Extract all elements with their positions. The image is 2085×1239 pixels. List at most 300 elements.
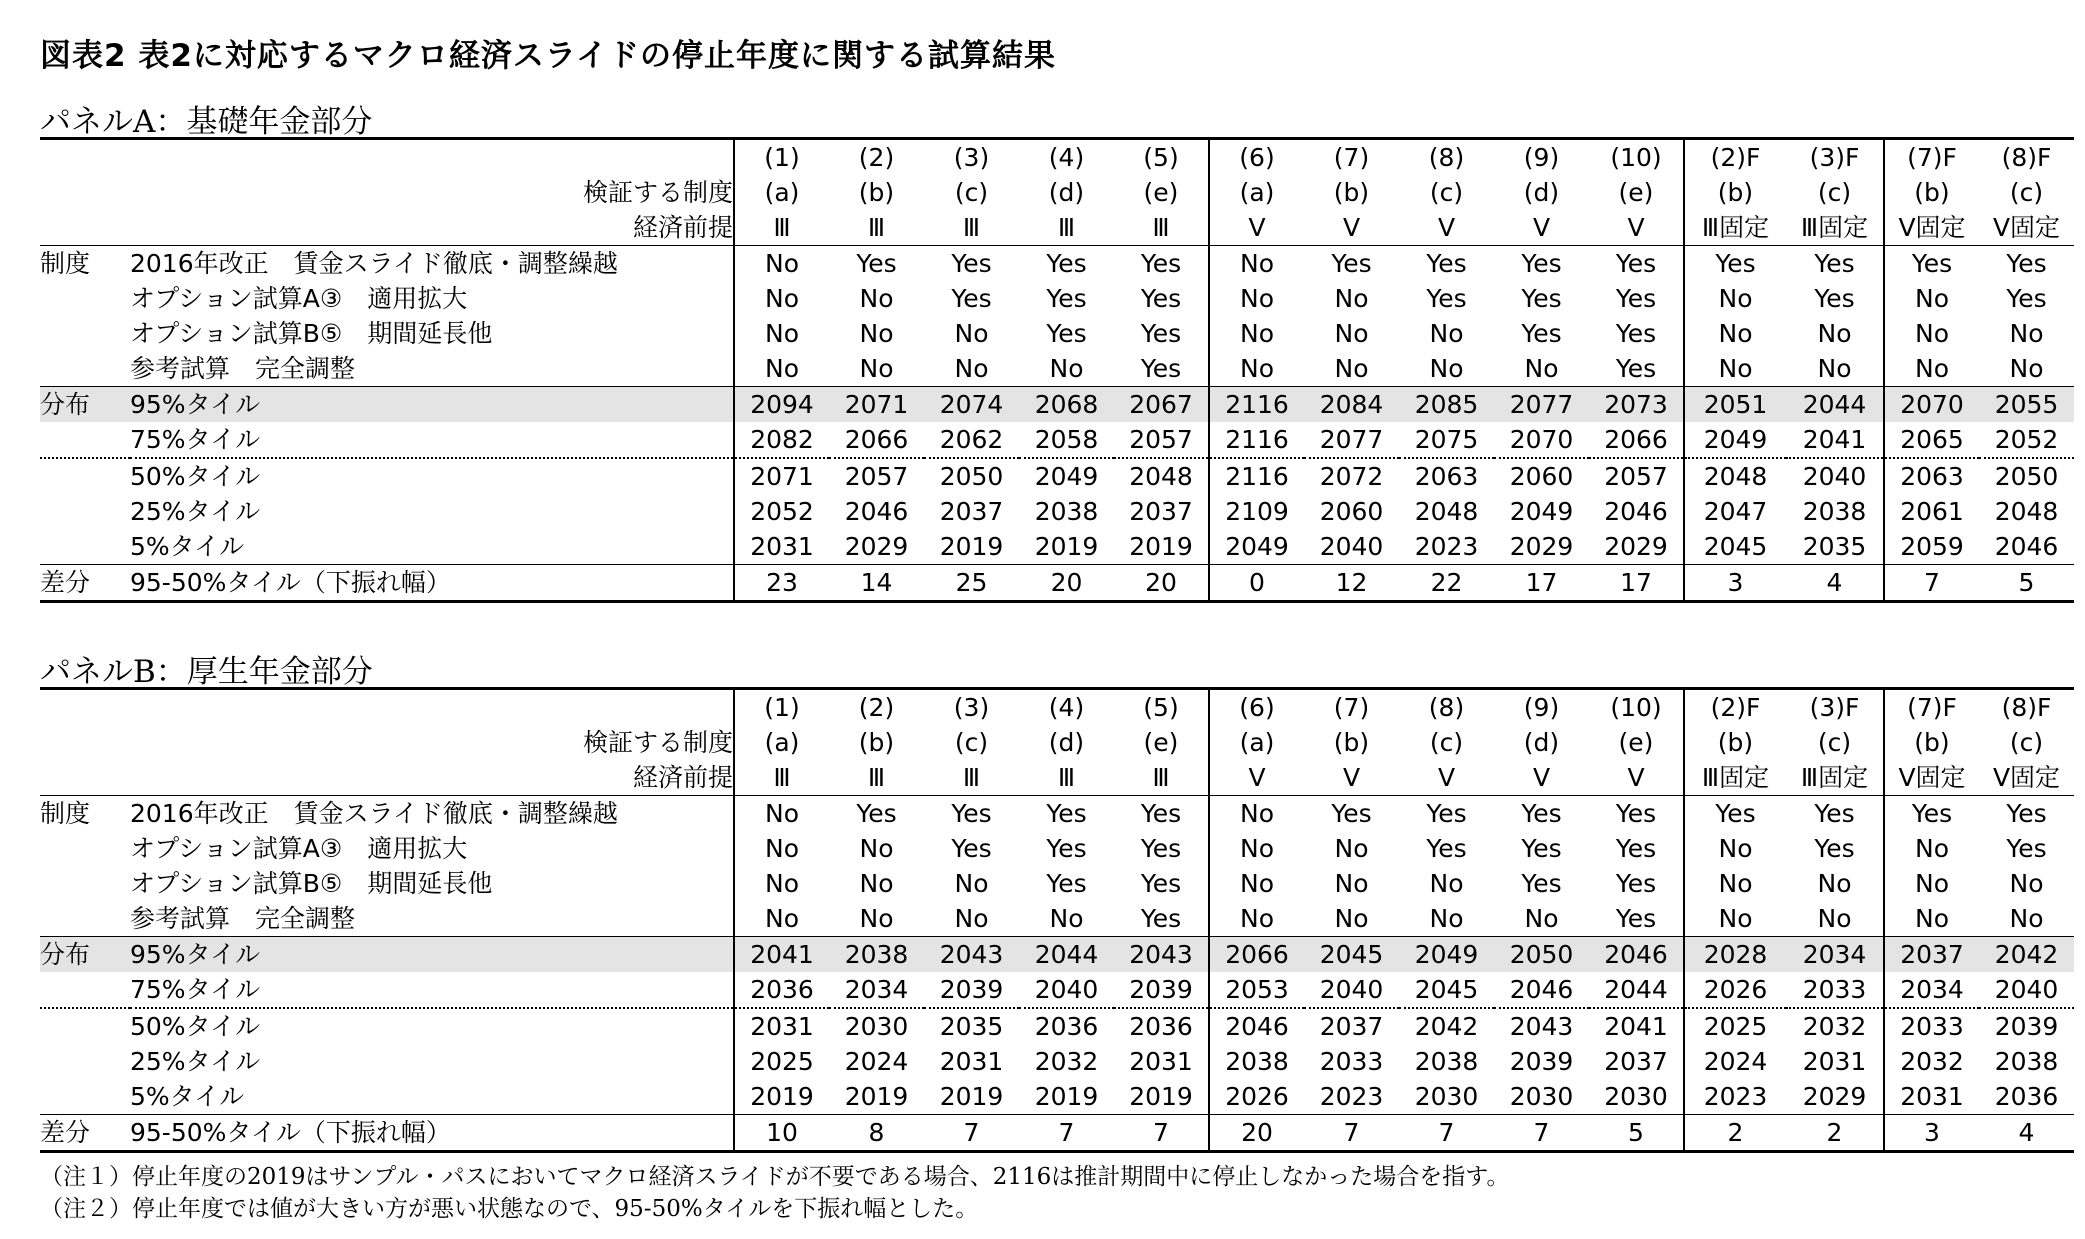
table-row	[40, 210, 2074, 246]
value-cell: Yes	[924, 246, 1019, 282]
column-number: (8)	[1399, 689, 1494, 726]
table-row	[40, 387, 2074, 423]
table-row	[40, 901, 2074, 937]
value-cell: No	[2009, 869, 2044, 898]
value-cell: 2041	[734, 937, 829, 973]
column-number: (3)	[924, 689, 1019, 726]
value-cell: 2037	[1884, 937, 1979, 973]
value-cell: 2037	[1304, 1008, 1399, 1044]
value-cell: 17	[1589, 565, 1684, 602]
value-cell: Yes	[1589, 246, 1684, 282]
value-cell: Yes	[1399, 796, 1494, 832]
column-number: (7)	[1304, 689, 1399, 726]
category-distribution	[40, 1079, 130, 1115]
column-number: (2)	[829, 139, 924, 176]
value-cell: Yes	[1426, 284, 1467, 313]
value-cell: Yes	[1140, 834, 1182, 863]
value-cell: Yes	[1140, 284, 1182, 313]
value-cell: 2038	[1802, 497, 1867, 526]
column-sub: (a)	[1209, 175, 1304, 210]
column-number: (1)	[734, 139, 829, 176]
value-cell: 2058	[1034, 425, 1099, 454]
value-cell: No	[734, 316, 829, 351]
value-cell: Yes	[2006, 834, 2047, 863]
column-sub: (b)	[1884, 725, 1979, 760]
value-cell: No	[859, 284, 894, 313]
column-number: (4)	[1019, 689, 1114, 726]
value-cell: No	[1684, 316, 1786, 351]
row-label: オプション試算B⑤ 期間延長他	[130, 319, 493, 348]
value-cell: 2038	[829, 937, 924, 973]
column-premise: Ⅴ	[1437, 763, 1456, 792]
category-distribution	[40, 1044, 130, 1079]
value-cell: No	[1209, 351, 1304, 387]
panel-a-title: パネルA：基礎年金部分	[40, 104, 373, 140]
value-cell: Yes	[1140, 354, 1182, 383]
value-cell: 3	[1684, 565, 1786, 602]
value-cell: 2051	[1684, 387, 1786, 423]
value-cell: 7	[1019, 1115, 1114, 1152]
value-cell: 2035	[924, 1008, 1019, 1044]
value-cell: Yes	[1979, 796, 2074, 832]
value-cell: 2075	[1414, 425, 1479, 454]
value-cell: 2039	[939, 975, 1004, 1004]
value-cell: No	[1209, 246, 1304, 282]
column-premise: Ⅲ	[867, 213, 886, 242]
value-cell: 2116	[1209, 422, 1304, 458]
value-cell: 2043	[924, 937, 1019, 973]
value-cell: Yes	[1046, 869, 1087, 898]
value-cell: No	[2009, 354, 2044, 383]
row-label: 75%タイル	[130, 975, 261, 1004]
value-cell: 2028	[1684, 937, 1786, 973]
value-cell: No	[1049, 354, 1084, 383]
value-cell: 2040	[1034, 975, 1099, 1004]
row-label: オプション試算B⑤ 期間延長他	[130, 869, 493, 898]
value-cell: Yes	[1615, 319, 1657, 348]
value-cell: 2050	[1494, 937, 1589, 973]
column-sub: (c)	[1817, 178, 1852, 207]
value-cell: No	[1334, 284, 1369, 313]
table-row	[40, 937, 2074, 973]
category-system: 制度	[40, 796, 130, 832]
note-2: （注２）停止年度では値が大きい方が悪い状態なので、95-50%タイルを下振れ幅とした。	[40, 1196, 979, 1222]
row-label: オプション試算A③ 適用拡大	[130, 284, 468, 313]
value-cell: 25	[924, 565, 1019, 602]
value-cell: 2033	[1884, 1008, 1979, 1044]
value-cell: 2034	[1884, 972, 1979, 1008]
value-cell: 14	[829, 565, 924, 602]
value-cell: 2049	[1509, 497, 1574, 526]
value-cell: 2040	[1994, 975, 2059, 1004]
value-cell: 2082	[734, 422, 829, 458]
value-cell: Yes	[951, 284, 992, 313]
table-row	[40, 760, 2074, 796]
value-cell: 2052	[734, 494, 829, 529]
column-premise: Ⅲ固定	[1684, 210, 1786, 246]
column-premise: Ⅲ	[962, 213, 981, 242]
column-sub: (b)	[1333, 728, 1370, 757]
value-cell: 2045	[1414, 975, 1479, 1004]
value-cell: Yes	[924, 796, 1019, 832]
value-cell: Yes	[1114, 246, 1209, 282]
category-system	[40, 901, 130, 937]
value-cell: No	[1884, 316, 1979, 351]
column-sub: (e)	[1143, 728, 1179, 757]
value-cell: Yes	[951, 834, 992, 863]
table-row	[40, 351, 2074, 387]
value-cell: 2029	[1802, 1082, 1867, 1111]
value-cell: 2052	[1994, 425, 2059, 454]
value-cell: 2029	[1509, 532, 1574, 561]
column-sub: (c)	[2009, 178, 2044, 207]
value-cell: 2039	[1509, 1047, 1574, 1076]
value-cell: 2048	[1684, 458, 1786, 494]
value-cell: 2046	[1994, 532, 2059, 561]
column-premise: Ⅴ固定	[1992, 763, 2061, 792]
table-row	[40, 246, 2074, 282]
category-distribution	[40, 458, 130, 494]
column-sub: (e)	[1618, 728, 1654, 757]
column-premise: Ⅲ	[962, 763, 981, 792]
value-cell: No	[1884, 831, 1979, 866]
table-row	[40, 529, 2074, 565]
value-cell: 22	[1399, 565, 1494, 602]
column-sub: (c)	[1429, 728, 1464, 757]
column-number: (7)	[1304, 139, 1399, 176]
value-cell: 2019	[1034, 532, 1099, 561]
value-cell: 2032	[1884, 1044, 1979, 1079]
page-title: 図表2 表2に対応するマクロ経済スライドの停止年度に関する試算結果	[40, 38, 1056, 74]
value-cell: 2042	[1979, 937, 2074, 973]
value-cell: Yes	[1114, 796, 1209, 832]
value-cell: No	[1524, 354, 1559, 383]
row-label: 2016年改正 賃金スライド徹底・調整繰越	[130, 246, 734, 282]
column-sub: (a)	[734, 175, 829, 210]
value-cell: No	[1684, 351, 1786, 387]
category-system	[40, 316, 130, 351]
value-cell: 2094	[734, 387, 829, 423]
category-distribution: 分布	[40, 387, 130, 423]
column-number: (9)	[1494, 689, 1589, 726]
value-cell: 2030	[1414, 1082, 1479, 1111]
value-cell: No	[859, 904, 894, 933]
value-cell: 10	[734, 1115, 829, 1152]
column-sub: (c)	[954, 728, 989, 757]
value-cell: No	[734, 281, 829, 316]
column-number: (3)	[924, 139, 1019, 176]
value-cell: 2019	[734, 1079, 829, 1115]
value-cell: 2040	[1319, 975, 1384, 1004]
column-premise: Ⅴ	[1532, 763, 1551, 792]
value-cell: 2116	[1209, 458, 1304, 494]
value-cell: No	[1817, 904, 1852, 933]
value-cell: 7	[1494, 1115, 1589, 1152]
value-cell: No	[1524, 904, 1559, 933]
column-premise: Ⅴ	[1627, 213, 1645, 242]
value-cell: 0	[1209, 565, 1304, 602]
column-premise: Ⅴ	[1342, 213, 1361, 242]
value-cell: Yes	[1786, 246, 1884, 282]
value-cell: 2050	[924, 458, 1019, 494]
value-cell: 2023	[1684, 1079, 1786, 1115]
value-cell: No	[1429, 869, 1464, 898]
value-cell: 2048	[1994, 497, 2059, 526]
column-sub: (a)	[1209, 725, 1304, 760]
category-distribution	[40, 529, 130, 565]
column-number: (8)	[1399, 139, 1494, 176]
column-number: (10)	[1589, 139, 1684, 176]
panel-b-title: パネルB：厚生年金部分	[40, 654, 373, 690]
column-number: (7)F	[1884, 139, 1979, 176]
value-cell: No	[734, 866, 829, 901]
column-sub: (b)	[858, 178, 895, 207]
value-cell: Yes	[1615, 284, 1657, 313]
table-row	[40, 565, 2074, 602]
row-label: 参考試算 完全調整	[130, 354, 356, 383]
value-cell: 2019	[939, 1082, 1004, 1111]
value-cell: Yes	[2006, 284, 2047, 313]
value-cell: No	[1209, 796, 1304, 832]
table-row	[40, 1115, 2074, 1152]
value-cell: No	[859, 319, 894, 348]
column-premise: Ⅴ固定	[1884, 210, 1979, 246]
category-distribution	[40, 1008, 130, 1044]
column-number: (2)	[829, 689, 924, 726]
value-cell: 2023	[1414, 532, 1479, 561]
value-cell: 2057	[1589, 458, 1684, 494]
value-cell: 2046	[1509, 975, 1574, 1004]
value-cell: No	[859, 354, 894, 383]
value-cell: 2030	[1604, 1082, 1668, 1111]
column-number: (2)F	[1684, 689, 1786, 726]
value-cell: Yes	[1979, 246, 2074, 282]
value-cell: 2046	[1209, 1008, 1304, 1044]
row-label: 95-50%タイル（下振れ幅）	[130, 1115, 734, 1152]
header-premise-label: 経済前提	[632, 763, 733, 792]
row-label: 2016年改正 賃金スライド徹底・調整繰越	[130, 796, 734, 832]
table-row	[40, 1008, 2074, 1044]
value-cell: 2034	[844, 975, 909, 1004]
column-sub: (d)	[1523, 728, 1560, 757]
value-cell: 2045	[1684, 529, 1786, 565]
value-cell: 2049	[1019, 458, 1114, 494]
value-cell: No	[1209, 281, 1304, 316]
column-number: (8)F	[1979, 689, 2074, 726]
value-cell: 2025	[1684, 1008, 1786, 1044]
value-cell: 2041	[1802, 425, 1867, 454]
value-cell: No	[1884, 351, 1979, 387]
value-cell: 3	[1884, 1115, 1979, 1152]
value-cell: 7	[1399, 1115, 1494, 1152]
value-cell: 2074	[924, 387, 1019, 423]
value-cell: 2024	[1684, 1044, 1786, 1079]
value-cell: 7	[924, 1115, 1019, 1152]
value-cell: Yes	[1684, 246, 1786, 282]
value-cell: 2030	[829, 1008, 924, 1044]
value-cell: Yes	[1019, 796, 1114, 832]
column-premise: Ⅲ	[1057, 763, 1076, 792]
column-sub: (b)	[1684, 725, 1786, 760]
table-row	[40, 422, 2074, 458]
category-diff: 差分	[40, 565, 130, 602]
value-cell: 2036	[1019, 1008, 1114, 1044]
value-cell: 2116	[1209, 387, 1304, 423]
value-cell: 2049	[1399, 937, 1494, 973]
column-premise: Ⅴ	[1342, 763, 1361, 792]
value-cell: 2040	[1786, 458, 1884, 494]
value-cell: 2046	[844, 497, 909, 526]
value-cell: Yes	[1884, 796, 1979, 832]
table-row	[40, 458, 2074, 494]
value-cell: 2059	[1884, 529, 1979, 565]
notes	[40, 1161, 1509, 1225]
column-number: (6)	[1209, 689, 1304, 726]
value-cell: 2040	[1319, 532, 1384, 561]
value-cell: 2029	[1604, 532, 1668, 561]
value-cell: 2109	[1209, 494, 1304, 529]
column-sub: (c)	[2009, 728, 2044, 757]
value-cell: 20	[1114, 565, 1209, 602]
value-cell: Yes	[1786, 796, 1884, 832]
value-cell: Yes	[1615, 904, 1657, 933]
value-cell: No	[1884, 281, 1979, 316]
value-cell: Yes	[1615, 869, 1657, 898]
table-row	[40, 316, 2074, 351]
column-sub: (c)	[1817, 728, 1852, 757]
value-cell: 20	[1209, 1115, 1304, 1152]
value-cell: 2044	[1786, 387, 1884, 423]
value-cell: Yes	[1521, 834, 1562, 863]
column-number: (6)	[1209, 139, 1304, 176]
column-sub: (e)	[1143, 178, 1179, 207]
value-cell: 2024	[844, 1047, 909, 1076]
row-label: 50%タイル	[130, 1008, 734, 1044]
value-cell: 2	[1684, 1115, 1786, 1152]
column-premise: Ⅲ	[1057, 213, 1076, 242]
value-cell: No	[1817, 354, 1852, 383]
column-premise: Ⅴ	[1437, 213, 1456, 242]
value-cell: 2038	[1414, 1047, 1479, 1076]
column-number: (5)	[1114, 139, 1209, 176]
value-cell: Yes	[1884, 246, 1979, 282]
value-cell: 2043	[1114, 937, 1209, 973]
value-cell: Yes	[1521, 284, 1562, 313]
value-cell: 2026	[1209, 1079, 1304, 1115]
value-cell: No	[1209, 901, 1304, 937]
panel-b-table	[40, 687, 2074, 1153]
table-row	[40, 175, 2074, 210]
value-cell: 2070	[1509, 425, 1574, 454]
value-cell: No	[954, 354, 989, 383]
row-label: 95%タイル	[130, 937, 734, 973]
value-cell: Yes	[1019, 246, 1114, 282]
table-row	[40, 494, 2074, 529]
header-system-label: 検証する制度	[582, 728, 733, 757]
category-system	[40, 351, 130, 387]
value-cell: 2038	[1209, 1044, 1304, 1079]
value-cell: 12	[1304, 565, 1399, 602]
value-cell: 2066	[1209, 937, 1304, 973]
row-label: 25%タイル	[130, 497, 261, 526]
value-cell: No	[1334, 834, 1369, 863]
value-cell: 2039	[1979, 1008, 2074, 1044]
value-cell: No	[1429, 319, 1464, 348]
row-label: 参考試算 完全調整	[130, 904, 356, 933]
value-cell: 2031	[1884, 1079, 1979, 1115]
value-cell: 2049	[1209, 529, 1304, 565]
value-cell: 2046	[1589, 937, 1684, 973]
value-cell: 23	[734, 565, 829, 602]
category-system: 制度	[40, 246, 130, 282]
column-sub: (b)	[1333, 178, 1370, 207]
value-cell: 7	[1304, 1115, 1399, 1152]
column-sub: (d)	[1523, 178, 1560, 207]
value-cell: 2031	[734, 529, 829, 565]
column-premise: Ⅴ	[1209, 760, 1304, 796]
value-cell: 2023	[1319, 1082, 1384, 1111]
column-number: (1)	[734, 689, 829, 726]
value-cell: Yes	[829, 246, 924, 282]
value-cell: No	[1334, 354, 1369, 383]
row-label: 50%タイル	[130, 458, 734, 494]
value-cell: Yes	[1140, 904, 1182, 933]
value-cell: 2032	[1786, 1008, 1884, 1044]
value-cell: No	[1817, 869, 1852, 898]
category-diff: 差分	[40, 1115, 130, 1152]
value-cell: 2045	[1304, 937, 1399, 973]
value-cell: 2034	[1786, 937, 1884, 973]
table-row	[40, 1079, 2074, 1115]
column-premise: Ⅴ固定	[1884, 760, 1979, 796]
value-cell: 2050	[1979, 458, 2074, 494]
value-cell: 2047	[1684, 494, 1786, 529]
value-cell: No	[1209, 831, 1304, 866]
category-distribution	[40, 494, 130, 529]
value-cell: 2044	[1604, 975, 1668, 1004]
table-row	[40, 866, 2074, 901]
value-cell: Yes	[829, 796, 924, 832]
value-cell: 2038	[1994, 1047, 2059, 1076]
column-sub: (b)	[1884, 175, 1979, 210]
table-row	[40, 139, 2074, 176]
value-cell: 2048	[1114, 458, 1209, 494]
value-cell: Yes	[1140, 319, 1182, 348]
value-cell: No	[734, 351, 829, 387]
column-premise: Ⅲ固定	[1684, 760, 1786, 796]
value-cell: No	[1049, 904, 1084, 933]
value-cell: 2019	[939, 532, 1004, 561]
header-blank	[40, 139, 734, 176]
column-premise: Ⅲ	[1152, 213, 1170, 242]
header-system-label: 検証する制度	[582, 178, 733, 207]
value-cell: Yes	[1304, 246, 1399, 282]
value-cell: 2044	[1019, 937, 1114, 973]
value-cell: 2036	[734, 972, 829, 1008]
category-distribution	[40, 422, 130, 458]
value-cell: 5	[1979, 565, 2074, 602]
value-cell: 2061	[1884, 494, 1979, 529]
column-premise: Ⅴ	[1532, 213, 1551, 242]
table-row	[40, 972, 2074, 1008]
row-label: 95-50%タイル（下振れ幅）	[130, 565, 734, 602]
category-distribution: 分布	[40, 937, 130, 973]
row-label: 25%タイル	[130, 1047, 261, 1076]
value-cell: No	[2009, 904, 2044, 933]
value-cell: 2072	[1304, 458, 1399, 494]
value-cell: No	[734, 831, 829, 866]
column-number: (3)F	[1786, 139, 1884, 176]
